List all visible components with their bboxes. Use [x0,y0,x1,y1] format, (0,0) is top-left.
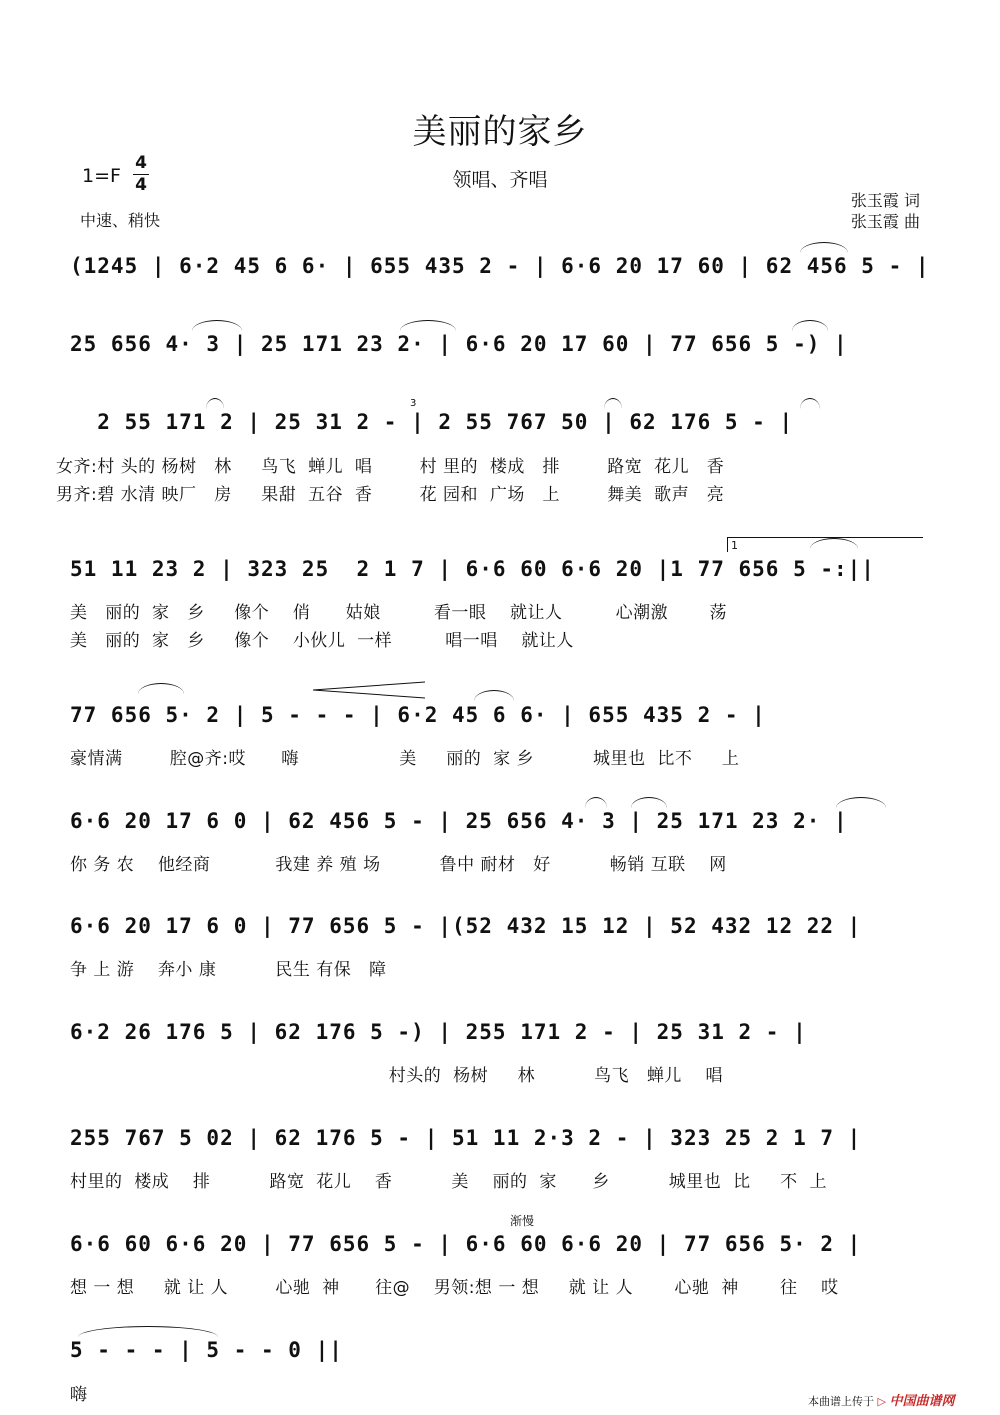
key-signature: 1=F [82,165,121,187]
slur [800,242,848,253]
performance-type: 领唱、齐唱 [452,169,548,191]
tempo-marking: 中速、稍快 [80,211,161,230]
system-11-lyrics: 嗨 [70,1385,88,1405]
volta-number: 1 [731,539,738,552]
final-tie [78,1326,218,1337]
page-title: 美丽的家乡 [412,112,588,152]
slur [836,797,886,808]
system-5-lyrics: 豪情满 腔@齐:哎 嗨 美 丽的 家 乡 城里也 比不 上 [70,749,740,769]
system-8-lyrics: 村头的 杨树 林 鸟飞 蝉儿 唱 [70,1066,723,1086]
slur [474,690,514,701]
slur [631,797,667,808]
slur [800,398,820,409]
lyricist-credit: 张玉霞 词 [850,191,920,210]
system-7-notes: 6·6 20 17 6 0 | 77 656 5 - |(52 432 15 12 | 52 432 12 22 | [70,914,862,938]
system-7-lyrics: 争 上 游 奔小 康 民生 有保 障 [70,960,387,980]
slur [585,797,607,808]
meter-bottom: 4 [135,175,147,195]
meter-top: 4 [135,153,147,173]
slur [138,683,184,694]
slur [206,398,224,409]
system-8-notes: 6·2 26 176 5 | 62 176 5 -) | 255 171 2 - | 25 31 2 - | [70,1020,807,1044]
system-10-notes: 6·6 60 6·6 20 | 77 656 5 - | 6·6 60 6·6 20 | 77 656 5· 2 | [70,1232,862,1256]
system-3-lyrics-2: 男齐:碧 水清 映厂 房 果甜 五谷 香 花 园和 广场 上 舞美 歌声 亮 [56,485,725,505]
system-5-notes: 77 656 5· 2 | 5 - - - | 6·2 45 6 6· | 655 435 2 - | [70,703,766,727]
system-9-lyrics: 村里的 楼成 排 路宽 花儿 香 美 丽的 家 乡 城里也 比 不 上 [70,1172,827,1192]
crescendo-hairpin [313,680,425,700]
system-4-lyrics-1: 美 丽的 家 乡 像个 俏 姑娘 看一眼 就让人 心潮激 荡 [70,603,727,623]
grace-note-mark: 3 [410,398,417,409]
system-4-notes: 51 11 23 2 | 323 25 2 1 7 | 6·6 60 6·6 20 |1 77 656 5 -:|| [70,557,875,581]
composer-credit: 张玉霞 曲 [850,212,920,231]
system-11-notes: 5 - - - | 5 - - 0 || [70,1338,343,1362]
tempo-change-mark: 渐慢 [510,1214,535,1228]
time-signature [132,154,150,195]
slur [400,320,456,331]
system-2-notes: 25 656 4· 3 | 25 171 23 2· | 6·6 20 17 60 | 77 656 5 -) | [70,332,848,356]
system-1-notes: (1245 | 6·2 45 6 6· | 655 435 2 - | 6·6 20 17 60 | 62 456 5 - | [70,254,930,278]
system-6-lyrics: 你 务 农 他经商 我建 养 殖 场 鲁中 耐材 好 畅销 互联 网 [70,855,727,875]
footer-credit [808,1390,954,1409]
system-10-lyrics: 想 一 想 就 让 人 心驰 神 往@ 男领:想 一 想 就 让 人 心驰 神 往 哎 [70,1278,839,1298]
slur [604,398,622,409]
system-6-notes: 6·6 20 17 6 0 | 62 456 5 - | 25 656 4· 3 | 25 171 23 2· | [70,809,848,833]
footer-prefix: 本曲谱上传于 [808,1395,874,1408]
system-4-lyrics-2: 美 丽的 家 乡 像个 小伙儿 一样 唱一唱 就让人 [70,631,574,651]
site-name: 中国曲谱网 [889,1394,955,1409]
slur [192,320,242,331]
system-3-lyrics-1: 女齐:村 头的 杨树 林 鸟飞 蝉儿 唱 村 里的 楼成 排 路宽 花儿 香 [56,457,725,477]
site-logo-icon: ▷ [877,1395,886,1408]
system-3-notes: 2 55 171 2 | 25 31 2 - | 2 55 767 50 | 62 176 5 - | [70,410,794,434]
system-9-notes: 255 767 5 02 | 62 176 5 - | 51 11 2·3 2 - | 323 25 2 1 7 | [70,1126,862,1150]
slur [792,320,828,331]
